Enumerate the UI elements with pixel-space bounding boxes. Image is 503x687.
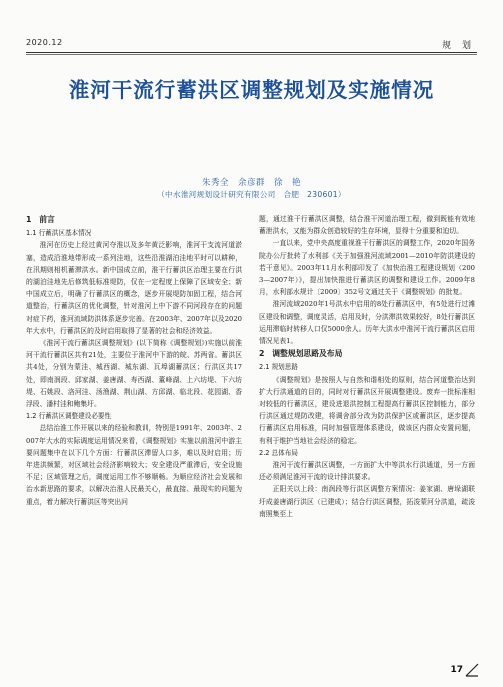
paragraph: 淮河流域2020年1号洪水中启用的8处行蓄洪区中，有5处进行过滩区建设和调整，调度灵活，启用及时，分洪滞洪效果较好，8处行蓄洪区运用滞临时转移人口仅5000余人。历年大洪水中淮河干流行蓄洪区启用情况见表1。 xyxy=(259,300,475,346)
authors: 朱秀全 余彦群 徐 艳 xyxy=(201,178,301,188)
page-number: 17 xyxy=(450,665,463,675)
section-label: 规 划 xyxy=(442,41,475,51)
issue-date: 2020.12 xyxy=(26,38,63,47)
header-rule-thin xyxy=(26,54,477,55)
left-column xyxy=(26,213,242,508)
section-heading-2: 2 调整规划思路及布局 xyxy=(259,349,343,359)
paragraph: 《调整规划》是按照人与自然和谐相处的原则，结合河道整治达到扩大行洪通道的目的，同时对行蓄洪区开展调整建设。废弃一批标准相对较低的行蓄洪区，建设进退洪控制工程提高行蓄洪区控制能力，部分行洪区通过堤防改建，将调舍部分改为防洪保护区或蓄洪区，逐步提高行蓄洪区启用标准，同时加强管理体系建设，做该区内群众安置问题，有利于维护当地社会经济的稳定。 xyxy=(259,375,475,445)
section-heading-1: 1 前言 xyxy=(26,215,55,224)
corner-mark-icon xyxy=(465,663,479,677)
paragraph: 一直以来，党中央高度重视淮干行蓄洪区的调整工作，2020年国务院办公厅批转了水利部《关于加强淮河流域2001—2010年防洪建设的若干意见》。2003年11月水利部印发了《加快治淮工程建设规划（2003—2007年）》，提出加快推进行蓄洪区的调整和建设工作。2009年8月，水利部水规计〔2009〕352号文通过关于《调整规划》的批复。 xyxy=(259,239,475,297)
right-column xyxy=(259,213,475,520)
paragraph: 总结治淮工作开展以来的经验和教训，特别是1991年、2003年、2007年大水的实际调度运用情况来看，《调整规划》实施以前淮河中游主要问题集中在以下几个方面：行蓄洪区滞留人口多，难以及时启用；历年进洪频繁，对区域社会经济影响较大；安全建设严重滞后，安全设施不足；区域管理之后，调度运用工作不够顺畅。为顺应经济社会发展和治水新思路的要求，以解决治淮人民最关心，最直接、最现实的问题为重点，着力解决行蓄洪区等突出问 xyxy=(26,424,242,506)
affiliation: （中水淮河规划设计研究有限公司 合肥 230601） xyxy=(157,190,346,199)
header-rule xyxy=(26,52,477,53)
paragraph: 淮河干流行蓄洪区调整，一方面扩大中等洪水行洪通道，另一方面还必须满足淮河干流的设计排洪要求。 xyxy=(259,461,475,482)
paragraph: 正阳关以上段：南润段等行洪区调整方案情况：姜家湖、唐垛湖联圩成姜唐湖行洪区（已建成）；结合行洪区调整，拓浚蒙河分洪道，疏浚南照集至上 xyxy=(259,485,475,518)
subsection-heading-1-1: 1.1 行蓄洪区基本情况 xyxy=(26,229,92,238)
subsection-heading-2-2: 2.2 总体布局 xyxy=(259,448,298,457)
paragraph: 淮河在历史上经过黄河夺淮以及多年黄泛影响，淮河干支流河道淤塞，造成沿淮地带形成一系列洼地，这些沿淮湖泊洼地平时可以耕种，在汛期则相机蓄滞洪水。新中国成立前，淮干行蓄洪区治理主要在行洪的湖泊洼地先后修筑低标准堤防，仅在一定程度上保障了区域安全；新中国成立后，明确了行蓄洪区的概念，逐步开展堤防加固工程，结合河道整治，行蓄洪区的优化调整，针对淮河上中下游不同河段存在的问题对症下药，淮河流域防洪体系逐步完善。在2003年、2007年以及2020年大水中，行蓄洪区的及时启用取得了显著的社会和经济效益。 xyxy=(26,241,242,335)
article-title: 淮河干流行蓄洪区调整规划及实施情况 xyxy=(68,78,435,102)
subsection-heading-2-1: 2.1 规划思路 xyxy=(259,363,298,372)
subsection-heading-1-2: 1.2 行蓄洪区调整建设必要性 xyxy=(26,412,112,421)
paragraph: 题，通过淮干行蓄洪区调整，结合淮干河道治理工程，徹到既能有效地蓄泄洪水，又能为群众创造较好的生存环境，显得十分重要和迫切。 xyxy=(259,215,475,236)
paragraph: 《淮河干流行蓄洪区调整规划》(以下简称《调整规划》)实施以前淮河干流行蓄洪区共有21处，主要位于淮河中下游的皖、苏两省。蓄洪区共4处，分别为蒙洼、城西湖、城东湖、瓦埠湖蓄洪区；行洪区共17处，即南润段、邱家湖、姜唐湖、寿西湖、董峰湖、上六坊堤、下六坊堤、石姚段、洛河洼、汤渔湖、荆山湖、方邱湖、临北段、花园湖、香浮段、潘村洼和鲍集圩。 xyxy=(26,339,242,409)
